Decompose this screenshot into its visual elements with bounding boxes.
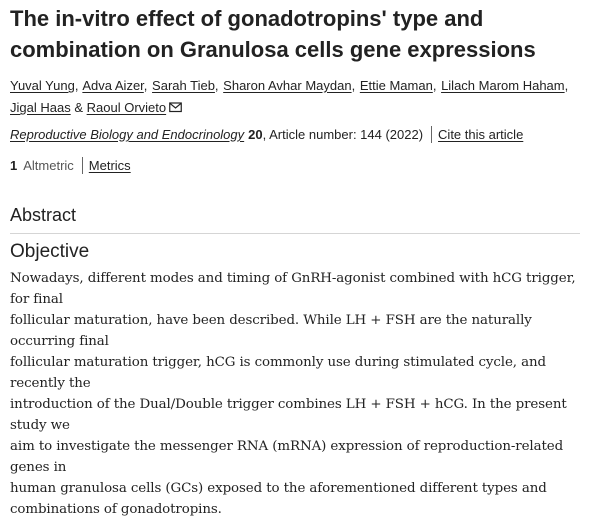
author-link[interactable]: Jigal Haas <box>10 100 71 115</box>
section-divider <box>10 233 580 234</box>
abstract-line: combinations of gonadotropins. <box>10 502 222 517</box>
abstract-line: Nowadays, different modes and timing of GnRH-agonist combined with hCG trigger, for final <box>10 271 576 307</box>
abstract-line: introduction of the Dual/Double trigger combines LH + FSH + hCG. In the present study we <box>10 397 567 433</box>
author-link[interactable]: Lilach Marom Haham <box>441 78 565 93</box>
envelope-icon[interactable] <box>169 98 182 120</box>
altmetric-count: 1 <box>10 158 18 173</box>
citation-line <box>10 126 523 144</box>
abstract-line: follicular maturation trigger, hCG is commonly use during stimulated cycle, and recently the <box>10 355 546 391</box>
abstract-line: human granulosa cells (GCs) exposed to the aforementioned different types and <box>10 481 547 496</box>
author-joiner: & <box>74 100 83 115</box>
article-number: , Article number: 144 (2022) <box>262 127 424 142</box>
author-link[interactable]: Sarah Tieb <box>152 78 215 93</box>
objective-heading: Objective <box>10 241 90 262</box>
metrics-bar <box>10 157 131 175</box>
author-link[interactable]: Ettie Maman <box>359 78 433 93</box>
author-list: Yuval Yung, Adva Aizer, Sarah Tieb, Sharon Avhar Maydan, Ettie Maman, Lilach Marom Haham, Jigal Haas & Raoul Orvieto <box>10 75 595 120</box>
abstract-paragraph <box>10 268 596 520</box>
abstract-line: follicular maturation, have been described. While LH + FSH are the naturally occurring final <box>10 313 532 349</box>
abstract-heading: Abstract <box>10 205 77 225</box>
author-link[interactable]: Yuval Yung <box>10 78 75 93</box>
volume-number: 20 <box>248 127 263 142</box>
author-link[interactable]: Adva Aizer <box>82 78 144 93</box>
metrics-link[interactable]: Metrics <box>88 158 131 173</box>
divider <box>82 157 83 174</box>
author-link[interactable]: Sharon Avhar Maydan <box>223 78 352 93</box>
abstract-line: aim to investigate the messenger RNA (mRNA) expression of reproduction-related genes in <box>10 439 564 475</box>
author-link-corresponding[interactable]: Raoul Orvieto <box>86 100 167 115</box>
journal-link[interactable]: Reproductive Biology and Endocrinology <box>10 127 245 142</box>
cite-this-article-link[interactable]: Cite this article <box>438 127 524 142</box>
altmetric-label: Altmetric <box>23 158 74 173</box>
divider <box>431 126 432 143</box>
article-title: The in-vitro effect of gonadotropins' type and combination on Granulosa cells gene expressions <box>10 6 536 62</box>
